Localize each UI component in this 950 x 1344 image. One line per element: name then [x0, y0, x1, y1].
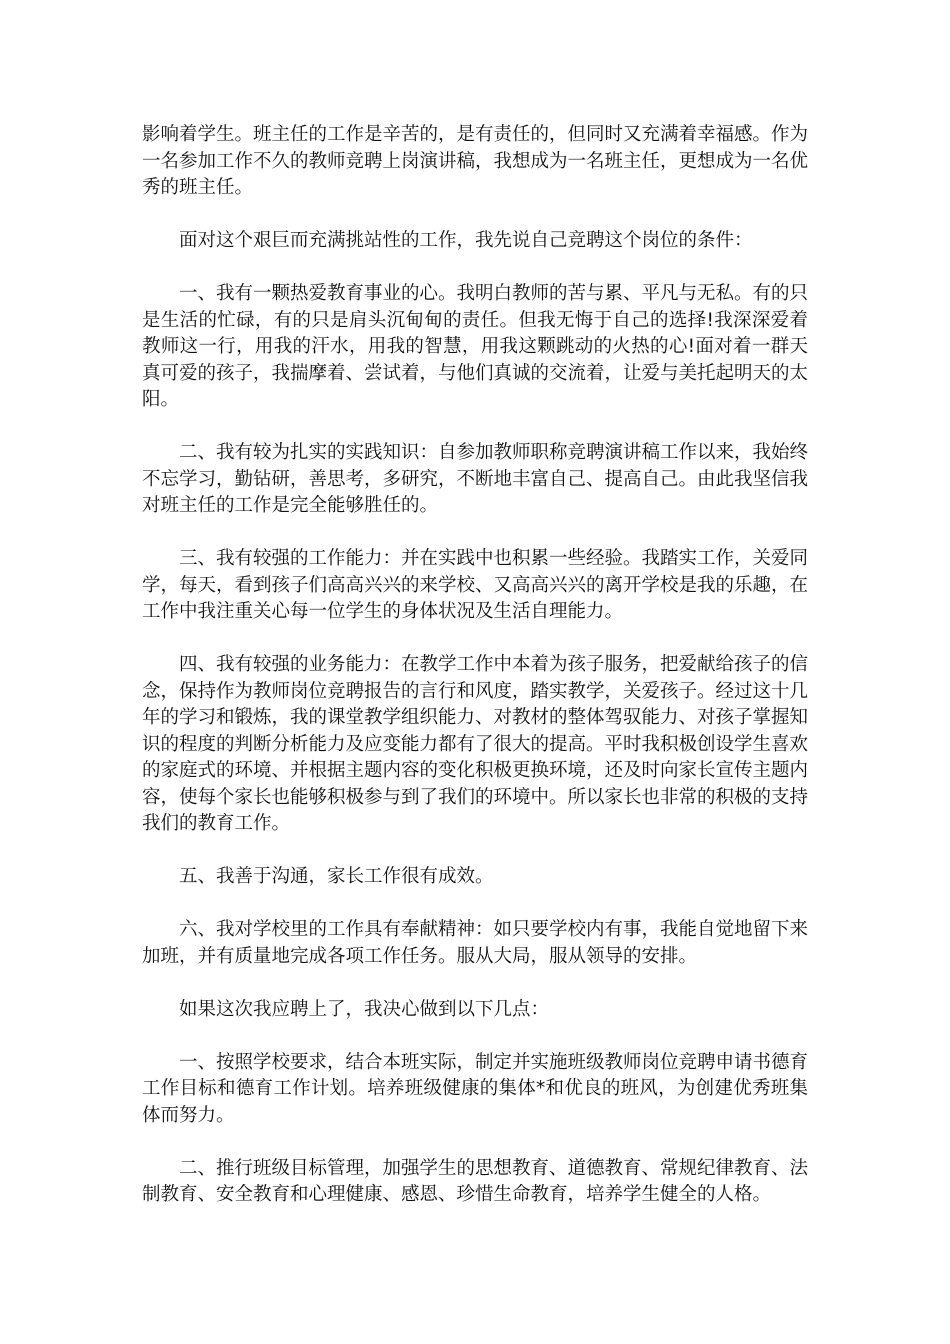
- paragraph-condition-5: 五、我善于沟通，家长工作很有成效。: [179, 866, 494, 887]
- paragraph-condition-1: 一、我有一颗热爱教育事业的心。我明白教师的苦与累、平凡与无私。有的只是生活的忙碌，有的只是肩头沉甸甸的责任。但我无悔于自己的选择!我深深爱着教师这一行，用我的汗水，用我的智慧，用我这颗跳动的火热的心!面对着一群天真可爱的孩子，我揣摩着、尝试着，与他们真诚的交流着，让爱与美托起明天的太阳。: [142, 283, 809, 410]
- paragraph-condition-3: 三、我有较强的工作能力：并在实践中也积累一些经验。我踏实工作，关爱同学，每天，看到孩子们高高兴兴的来学校、又高高兴兴的离开学校是我的乐趣，在工作中我注重关心每一位学生的身体状况及生活自理能力。: [142, 548, 809, 622]
- paragraph-intro: 面对这个艰巨而充满挑站性的工作，我先说自己竞聘这个岗位的条件：: [179, 230, 753, 251]
- paragraph-condition-4: 四、我有较强的业务能力：在教学工作中本着为孩子服务，把爱献给孩子的信念，保持作为教师岗位竞聘报告的言行和风度，踏实教学，关爱孩子。经过这十几年的学习和锻炼，我的课堂教学组织能力、对教材的整体驾驭能力、对孩子掌握知识的程度的判断分析能力及应变能力都有了很大的提高。平时我积极创设学生喜欢的家庭式的环境、并根据主题内容的变化积极更换环境，还及时向家长宣传主题内容，使每个家长也能够积极参与到了我们的环境中。所以家长也非常的积极的支持我们的教育工作。: [142, 654, 809, 834]
- paragraph-continuation: 影响着学生。班主任的工作是辛苦的，是有责任的，但同时又充满着幸福感。作为一名参加工作不久的教师竞聘上岗演讲稿，我想成为一名班主任，更想成为一名优秀的班主任。: [142, 124, 809, 198]
- paragraph-condition-2: 二、我有较为扎实的实践知识：自参加教师职称竞聘演讲稿工作以来，我始终不忘学习，勤钻研，善思考，多研究，不断地丰富自己、提高自己。由此我坚信我对班主任的工作是完全能够胜任的。: [142, 442, 809, 516]
- paragraph-plan-1: 一、按照学校要求，结合本班实际，制定并实施班级教师岗位竞聘申请书德育工作目标和德育工作计划。培养班级健康的集体*和优良的班风，为创建优秀班集体而努力。: [142, 1051, 809, 1126]
- paragraph-plan-intro: 如果这次我应聘上了，我决心做到以下几点：: [179, 998, 550, 1020]
- paragraph-plan-2: 二、推行班级目标管理，加强学生的思想教育、道德教育、常规纪律教育、法制教育、安全教育和心理健康、感恩、珍惜生命教育，培养学生健全的人格。: [142, 1157, 809, 1205]
- paragraph-condition-6: 六、我对学校里的工作具有奉献精神：如只要学校内有事，我能自觉地留下来加班，并有质量地完成各项工作任务。服从大局，服从领导的安排。: [142, 919, 809, 967]
- document-body: [142, 122, 808, 1235]
